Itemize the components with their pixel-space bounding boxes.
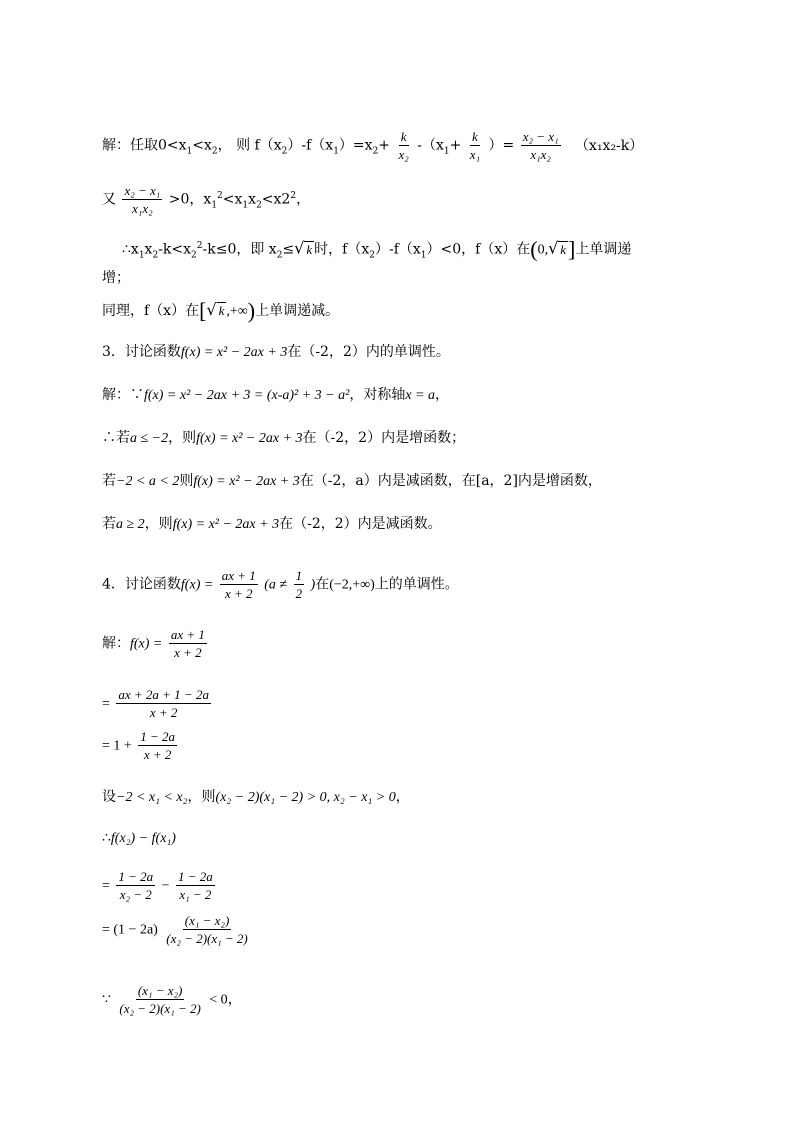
fraction-k-over-x2: $\frac{k}{\text{x₂}}$ bbox=[398, 129, 409, 162]
fraction-b: $\frac{1 - 2a}{\text{x₁ − 2}}$ bbox=[177, 869, 213, 902]
problem-3-case-1 bbox=[102, 428, 465, 449]
text: <x bbox=[222, 191, 243, 208]
subscript: 1 bbox=[333, 146, 339, 157]
formula: (−2,+∞) bbox=[329, 577, 375, 593]
fraction-diff-2: $\frac{\text{x₂ − x₁}}{\text{x₁x₂}}$ bbox=[124, 183, 161, 216]
fraction-step1: $\frac{ax + 2a + 1 - 2a}{x + 2}$ bbox=[118, 687, 209, 720]
superscript: 2 bbox=[290, 190, 297, 201]
interval-close: ) bbox=[247, 298, 256, 323]
problem-4-setup bbox=[102, 787, 410, 808]
sqrt-sign: √ bbox=[206, 300, 217, 319]
subscript: 1 bbox=[211, 200, 218, 211]
fraction-a: $\frac{1 - 2a}{\text{x₂ − 2}}$ bbox=[118, 869, 154, 902]
sqrt-sign: √ bbox=[548, 238, 559, 258]
text: ≤ bbox=[282, 241, 295, 258]
text: 若 bbox=[102, 473, 116, 489]
problem-3-case-2 bbox=[102, 471, 602, 492]
formula: = bbox=[102, 696, 110, 712]
subscript: 2 bbox=[152, 250, 159, 261]
text: ， 则 f（x bbox=[217, 137, 282, 154]
interval-open: [ bbox=[199, 298, 207, 323]
text: -k≤0，即 x bbox=[202, 241, 277, 258]
interval-close: ] bbox=[568, 236, 576, 262]
interval-open: ( bbox=[530, 236, 538, 262]
text: -（x bbox=[417, 137, 444, 154]
problem-4-step-3 bbox=[102, 868, 217, 903]
sqrt-k: k bbox=[218, 303, 225, 318]
formula: < 0 bbox=[209, 992, 228, 1008]
superscript: 2 bbox=[196, 241, 203, 251]
text: ∴若 bbox=[102, 430, 130, 446]
fraction-c: $\frac{\text{(x₁ − x₂)}}{\text{(x₂ − 2)(x₁ − 2)}}$ bbox=[166, 913, 248, 946]
text: ， bbox=[435, 387, 450, 403]
problem-3-solution bbox=[102, 385, 449, 406]
text: <x bbox=[192, 137, 212, 154]
subscript: 2 bbox=[211, 146, 218, 157]
text: x bbox=[144, 241, 153, 258]
text: ， bbox=[296, 191, 311, 208]
text: 3．讨论函数 bbox=[102, 344, 181, 360]
text: （x₁x₂-k） bbox=[575, 137, 644, 154]
superscript: 2 bbox=[217, 190, 223, 201]
problem-4-therefore bbox=[102, 828, 176, 849]
fraction-main: $\frac{ax + 1}{x + 2}$ bbox=[221, 568, 256, 601]
text: 若 bbox=[102, 516, 116, 532]
formula: = (1 − 2a) bbox=[102, 922, 158, 938]
text: ，则 bbox=[187, 789, 216, 805]
text: 在（-2，2）内是减函数。 bbox=[279, 516, 442, 532]
text: 解：任取0<x bbox=[102, 137, 187, 154]
subscript: 2 bbox=[276, 250, 283, 261]
formula: f(x) = x² − 2ax + 3 bbox=[196, 431, 303, 446]
subscript: 1 bbox=[420, 250, 427, 261]
formula: f(x) = x² − 2ax + 3 bbox=[193, 474, 300, 489]
text: 上单调递 bbox=[575, 241, 632, 258]
formula: f(x) = bbox=[180, 577, 214, 593]
fraction-main-2: $\frac{ax + 1}{x + 2}$ bbox=[170, 627, 205, 660]
fraction-diff: $\frac{\text{x₂ − x₁}}{\text{x₁x₂}}$ bbox=[522, 129, 559, 162]
sqrt-k: k bbox=[306, 241, 313, 257]
text: 增； bbox=[102, 270, 130, 286]
text: 设 bbox=[102, 789, 116, 805]
text: + bbox=[449, 137, 462, 154]
text: x bbox=[248, 191, 257, 208]
solution-line-4 bbox=[102, 268, 130, 288]
formula: = bbox=[102, 878, 110, 894]
formula: ) bbox=[310, 577, 316, 593]
solution-line-3 bbox=[122, 236, 631, 265]
formula: f(x) = bbox=[130, 636, 163, 652]
solution-line-5 bbox=[102, 300, 339, 322]
text: ）= bbox=[488, 137, 515, 154]
fraction-step2: $\frac{1 - 2a}{x + 2}$ bbox=[140, 729, 176, 762]
subscript: 1 bbox=[138, 250, 145, 261]
formula: f(x) = x² − 2ax + 3 bbox=[172, 517, 280, 532]
subscript: 1 bbox=[443, 146, 450, 157]
formula: f(x) = x² − 2ax + 3 bbox=[180, 345, 288, 360]
sqrt-sign: √ bbox=[294, 238, 305, 258]
problem-4-step-2 bbox=[102, 728, 179, 763]
problem-4-title bbox=[102, 567, 459, 602]
subscript: 1 bbox=[242, 200, 249, 211]
problem-4-step-4 bbox=[102, 912, 252, 947]
text: + bbox=[378, 137, 391, 154]
formula: −2 < a < 2 bbox=[116, 474, 180, 489]
text: ）-f（x bbox=[287, 137, 334, 154]
text: 又 bbox=[102, 191, 116, 208]
text: ∴ bbox=[102, 830, 111, 846]
text: 解：∵ bbox=[102, 387, 144, 403]
fraction-half: $\frac{1}{2}$ bbox=[295, 568, 303, 601]
text: ， bbox=[395, 789, 410, 805]
formula: (a ≠ bbox=[264, 577, 288, 593]
subscript: 2 bbox=[372, 146, 379, 157]
subscript: 2 bbox=[281, 146, 288, 157]
sqrt-k: k bbox=[560, 241, 567, 257]
formula: = 1 + bbox=[102, 738, 132, 754]
text: 同理，f（x）在 bbox=[102, 303, 200, 319]
solution-line-2 bbox=[102, 182, 310, 217]
text: ， bbox=[227, 991, 242, 1008]
subscript: 1 bbox=[186, 146, 193, 157]
problem-3-case-3 bbox=[102, 514, 442, 535]
text: ）<0，f（x）在 bbox=[426, 241, 531, 258]
formula: −2 < x₁ < x₂ bbox=[116, 790, 188, 805]
text: ，则 bbox=[168, 430, 197, 446]
text: 0, bbox=[537, 242, 549, 258]
formula: (x₂ − 2)(x₁ − 2) > 0, x₂ − x₁ > 0 bbox=[215, 790, 396, 805]
fraction-d: $\frac{\text{(x₁ − x₂)}}{\text{(x₂ − 2)(x₁ − 2)}}$ bbox=[119, 983, 201, 1016]
problem-3-title bbox=[102, 342, 450, 363]
text: ,+∞ bbox=[226, 304, 248, 319]
formula: x = a bbox=[405, 388, 436, 403]
text: 在（-2，2）内的单调性。 bbox=[287, 344, 450, 360]
text: ，则 bbox=[144, 516, 173, 532]
text: 在 bbox=[315, 576, 330, 593]
text: <x2 bbox=[261, 191, 291, 208]
text: 解： bbox=[102, 635, 130, 652]
text: -k<x bbox=[158, 241, 192, 258]
text: 在（-2，2）内是增函数； bbox=[302, 430, 466, 446]
problem-4-step-1 bbox=[102, 686, 213, 721]
fraction-k-over-x1: $\frac{k}{\text{x₁}}$ bbox=[469, 129, 481, 162]
solution-line-1 bbox=[102, 128, 643, 163]
text: 上单调递减。 bbox=[255, 303, 340, 319]
text: 4．讨论函数 bbox=[102, 576, 181, 593]
formula: a ≤ −2 bbox=[130, 431, 169, 446]
formula: a ≥ 2 bbox=[116, 517, 145, 532]
text: 在（-2，a）内是减函数，在[a，2]内是增函数， bbox=[299, 473, 602, 489]
subscript: 2 bbox=[256, 200, 262, 211]
subscript: 2 bbox=[369, 250, 375, 261]
text: ）=x bbox=[338, 137, 373, 154]
text: >0，x bbox=[168, 191, 212, 208]
formula: − bbox=[161, 878, 170, 894]
text: ）-f（x bbox=[374, 241, 421, 258]
text: 则 bbox=[179, 473, 194, 489]
formula: f(x₂) − f(x₁) bbox=[110, 831, 176, 846]
text: ，对称轴 bbox=[349, 387, 406, 403]
text: 时，f（x bbox=[314, 241, 370, 258]
problem-4-solution bbox=[102, 626, 209, 661]
text: ∵ bbox=[102, 991, 111, 1008]
text: ∴x bbox=[122, 241, 139, 258]
problem-4-because bbox=[102, 982, 242, 1017]
text: 上的单调性。 bbox=[374, 576, 459, 593]
subscript: 2 bbox=[191, 250, 197, 261]
formula: f(x) = x² − 2ax + 3 = (x-a)² + 3 − a² bbox=[144, 388, 350, 403]
